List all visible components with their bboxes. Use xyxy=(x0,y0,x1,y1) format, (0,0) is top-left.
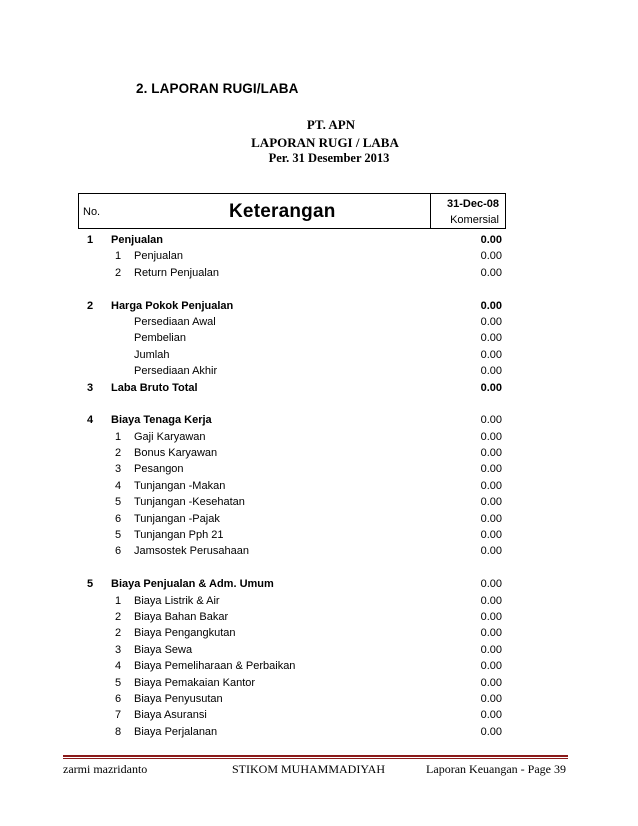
row-sub-number: 1 xyxy=(115,250,122,263)
table-header xyxy=(78,193,506,229)
footer-page: Laporan Keuangan - Page 39 xyxy=(426,762,566,776)
row-value: 0.00 xyxy=(480,447,502,460)
row-label: Tunjangan -Makan xyxy=(134,479,226,492)
row-number: 3 xyxy=(87,381,94,394)
table-row xyxy=(78,298,506,314)
row-label: Biaya Pengangkutan xyxy=(134,627,236,640)
row-label: Tunjangan -Kesehatan xyxy=(134,496,245,509)
row-sub-number: 2 xyxy=(115,610,122,623)
row-sub-number: 7 xyxy=(115,709,122,722)
row-sub-number: 5 xyxy=(115,676,122,689)
row-number: 1 xyxy=(87,234,94,246)
spacer-row xyxy=(78,396,506,412)
row-label: Pembelian xyxy=(134,332,186,345)
row-label: Return Penjualan xyxy=(134,266,220,279)
footer-divider xyxy=(63,755,568,757)
row-label: Persediaan Akhir xyxy=(134,365,218,378)
row-value: 0.00 xyxy=(480,250,502,263)
table-row xyxy=(78,363,506,379)
header-date: 31-Dec-08 xyxy=(447,198,499,210)
table-row xyxy=(78,429,506,445)
row-label: Jamsostek Perusahaan xyxy=(134,545,249,558)
spacer-row xyxy=(78,560,506,576)
row-label: Penjualan xyxy=(111,234,163,246)
row-sub-number: 8 xyxy=(115,725,122,738)
table-row xyxy=(78,265,506,281)
row-sub-number: 4 xyxy=(115,660,122,673)
spacer-row xyxy=(78,281,506,297)
row-sub-number: 6 xyxy=(115,512,122,525)
table-row xyxy=(78,527,506,543)
table-row xyxy=(78,314,506,330)
row-sub-number: 2 xyxy=(115,447,122,460)
row-label: Biaya Penyusutan xyxy=(134,692,223,705)
table-row xyxy=(78,625,506,641)
report-rows xyxy=(78,232,506,740)
footer-institution: STIKOM MUHAMMADIYAH xyxy=(232,762,386,776)
table-row xyxy=(78,412,506,428)
row-sub-number: 5 xyxy=(115,529,122,542)
row-label: Biaya Pemakaian Kantor xyxy=(134,676,256,689)
header-keterangan: Keterangan xyxy=(229,201,336,222)
header-value-cell xyxy=(430,194,506,229)
row-label: Bonus Karyawan xyxy=(134,447,218,460)
row-label: Biaya Asuransi xyxy=(134,709,207,722)
table-row xyxy=(78,248,506,264)
table-row xyxy=(78,461,506,477)
row-value: 0.00 xyxy=(480,692,502,705)
row-label: Laba Bruto Total xyxy=(111,381,198,394)
table-row xyxy=(78,494,506,510)
row-value: 0.00 xyxy=(480,299,502,312)
row-sub-number: 4 xyxy=(115,479,122,492)
table-row xyxy=(78,707,506,723)
row-label: Biaya Tenaga Kerja xyxy=(111,414,212,427)
table-row xyxy=(78,576,506,592)
row-value: 0.00 xyxy=(480,725,502,738)
header-row xyxy=(78,193,506,229)
row-sub-number: 2 xyxy=(115,266,122,279)
table-row xyxy=(78,445,506,461)
row-label: Biaya Listrik & Air xyxy=(134,594,220,607)
row-label: Gaji Karyawan xyxy=(134,430,206,443)
row-sub-number: 2 xyxy=(115,627,122,640)
row-value: 0.00 xyxy=(480,381,502,394)
report-period: Per. 31 Desember 2013 xyxy=(268,151,390,165)
row-label: Tunjangan -Pajak xyxy=(134,512,220,525)
table-row xyxy=(78,347,506,363)
row-value: 0.00 xyxy=(480,234,502,246)
row-value: 0.00 xyxy=(480,365,502,378)
table-row xyxy=(78,658,506,674)
row-sub-number: 3 xyxy=(115,643,122,656)
row-number: 4 xyxy=(87,414,94,427)
row-value: 0.00 xyxy=(480,496,502,509)
row-value: 0.00 xyxy=(480,348,502,361)
report-title: LAPORAN RUGI / LABA xyxy=(251,135,399,150)
row-sub-number: 1 xyxy=(115,594,122,607)
table-row xyxy=(78,232,506,248)
footer-author: zarmi mazridanto xyxy=(63,762,148,776)
row-label: Tunjangan Pph 21 xyxy=(134,529,224,542)
row-value: 0.00 xyxy=(480,594,502,607)
row-label: Biaya Perjalanan xyxy=(134,725,218,738)
row-label: Biaya Penjualan & Adm. Umum xyxy=(111,578,274,591)
row-label: Pesangon xyxy=(134,463,184,476)
table-row xyxy=(78,511,506,527)
row-value: 0.00 xyxy=(480,643,502,656)
table-row xyxy=(78,724,506,740)
row-value: 0.00 xyxy=(480,529,502,542)
row-number: 5 xyxy=(87,578,94,591)
table-row xyxy=(78,330,506,346)
header-no: No. xyxy=(83,206,101,218)
row-label: Jumlah xyxy=(134,348,170,361)
row-value: 0.00 xyxy=(480,610,502,623)
table-row xyxy=(78,543,506,559)
table-row xyxy=(78,478,506,494)
row-value: 0.00 xyxy=(480,578,502,591)
row-value: 0.00 xyxy=(480,315,502,328)
row-value: 0.00 xyxy=(480,512,502,525)
row-sub-number: 3 xyxy=(115,463,122,476)
row-value: 0.00 xyxy=(480,430,502,443)
row-sub-number: 6 xyxy=(115,545,122,558)
table-row xyxy=(78,675,506,691)
row-value: 0.00 xyxy=(480,709,502,722)
company-name: PT. APN xyxy=(306,117,356,132)
table-row xyxy=(78,691,506,707)
table-row xyxy=(78,380,506,396)
row-value: 0.00 xyxy=(480,266,502,279)
row-label: Biaya Pemeliharaan & Perbaikan xyxy=(134,660,296,673)
row-value: 0.00 xyxy=(480,332,502,345)
row-value: 0.00 xyxy=(480,676,502,689)
row-value: 0.00 xyxy=(480,545,502,558)
table-row xyxy=(78,642,506,658)
row-value: 0.00 xyxy=(480,660,502,673)
footer-divider-thin xyxy=(63,758,568,759)
row-sub-number: 1 xyxy=(115,430,122,443)
header-komersial: Komersial xyxy=(450,214,499,226)
row-label: Penjualan xyxy=(134,250,183,263)
row-label: Biaya Sewa xyxy=(134,643,193,656)
section-title: 2. LAPORAN RUGI/LABA xyxy=(136,81,299,96)
row-value: 0.00 xyxy=(480,414,502,427)
row-label: Persediaan Awal xyxy=(134,315,216,328)
row-label: Biaya Bahan Bakar xyxy=(134,610,229,623)
table-row xyxy=(78,609,506,625)
row-label: Harga Pokok Penjualan xyxy=(111,299,234,312)
row-sub-number: 6 xyxy=(115,692,122,705)
row-sub-number: 5 xyxy=(115,496,122,509)
row-value: 0.00 xyxy=(480,479,502,492)
row-value: 0.00 xyxy=(480,627,502,640)
row-value: 0.00 xyxy=(480,463,502,476)
table-row xyxy=(78,593,506,609)
row-number: 2 xyxy=(87,299,94,312)
